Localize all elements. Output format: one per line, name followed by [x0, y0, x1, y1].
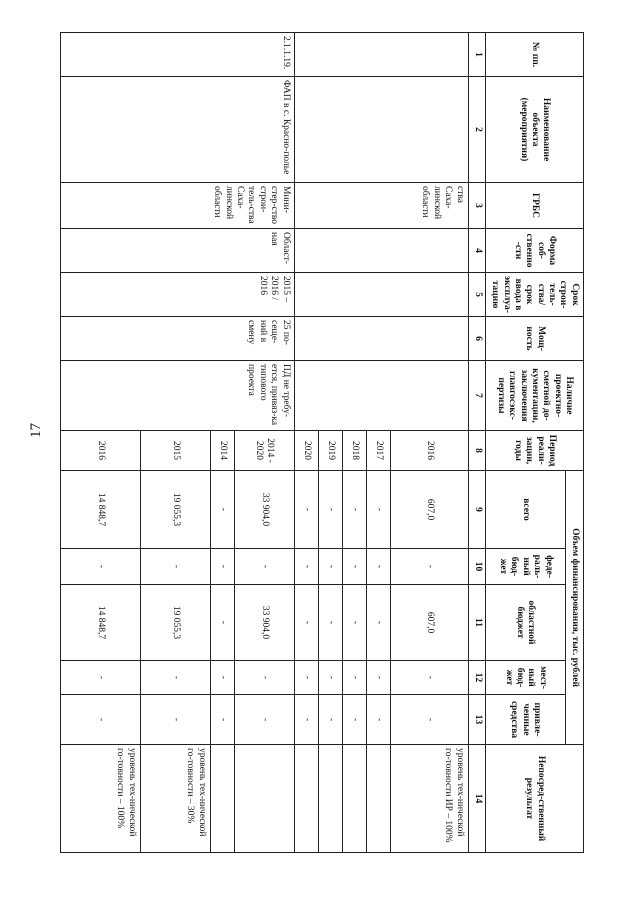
cell-attracted: -: [294, 695, 318, 745]
cell-capacity: 25 по-сеще-ний в смену: [60, 317, 294, 361]
cell-federal: -: [390, 549, 468, 585]
cell-federal: -: [366, 549, 390, 585]
cell-attracted: -: [210, 695, 234, 745]
financing-table: [60, 32, 584, 853]
column-number: 13: [468, 695, 485, 745]
cell-year: 2014: [210, 431, 234, 471]
cell-ownership: [294, 229, 468, 273]
table-row: [234, 33, 294, 853]
cell-result: уровень тех-нической го-товности – 30%: [140, 745, 210, 853]
cell-total: -: [294, 471, 318, 549]
cell-federal: -: [210, 549, 234, 585]
cell-result: уровень тех-нической го-товности – 100%: [60, 745, 140, 853]
cell-local: -: [342, 661, 366, 695]
header-financing-group: Объем финансирования, тыс. рублей: [565, 471, 583, 745]
header-period: Период реали-зации, годы: [485, 431, 583, 471]
column-number: 11: [468, 585, 485, 661]
cell-regional: 19 055,3: [140, 585, 210, 661]
cell-regional: 607,0: [390, 585, 468, 661]
cell-federal: -: [140, 549, 210, 585]
cell-total: 14 848,7: [60, 471, 140, 549]
cell-total: 607,0: [390, 471, 468, 549]
cell-federal: -: [234, 549, 294, 585]
cell-attracted: -: [366, 695, 390, 745]
header-capacity: Мощ-ность: [485, 317, 583, 361]
cell-regional: -: [318, 585, 342, 661]
page-number: 17: [28, 423, 44, 438]
header-name: Наименование объекта (мероприятия): [485, 77, 583, 183]
cell-federal: -: [342, 549, 366, 585]
header-grbs: ГРБС: [485, 183, 583, 229]
cell-federal: -: [318, 549, 342, 585]
header-federal: феде-раль-ный бюд-жет: [485, 549, 565, 585]
column-number: 6: [468, 317, 485, 361]
cell-grbs: ства Саха-линской области: [294, 183, 468, 229]
cell-local: -: [140, 661, 210, 695]
cell-result: уровень тех-нической го-товности ИР – 100%: [390, 745, 468, 853]
cell-regional: -: [366, 585, 390, 661]
cell-term: [294, 273, 468, 317]
cell-attracted: -: [318, 695, 342, 745]
cell-result: [234, 745, 294, 853]
cell-result: [318, 745, 342, 853]
cell-result: [342, 745, 366, 853]
cell-num: [294, 33, 468, 77]
header-term: Срок строи-тель-ства/срок ввода в эксплуа-тацию: [485, 273, 583, 317]
cell-attracted: -: [234, 695, 294, 745]
header-attracted: привле-ченные средства: [485, 695, 565, 745]
cell-local: -: [294, 661, 318, 695]
column-number: 7: [468, 361, 485, 431]
cell-regional: 14 848,7: [60, 585, 140, 661]
cell-year: 2015: [140, 431, 210, 471]
cell-federal: -: [294, 549, 318, 585]
cell-ownership: Област-ная: [60, 229, 294, 273]
column-number: 10: [468, 549, 485, 585]
cell-year: 2016: [60, 431, 140, 471]
cell-year: 2019: [318, 431, 342, 471]
column-number: 12: [468, 661, 485, 695]
cell-year: 2018: [342, 431, 366, 471]
header-regional: областной бюджет: [485, 585, 565, 661]
cell-local: -: [366, 661, 390, 695]
column-number: 4: [468, 229, 485, 273]
cell-attracted: -: [140, 695, 210, 745]
column-number: 9: [468, 471, 485, 549]
cell-num: 2.1.1.19.: [60, 33, 294, 77]
cell-regional: -: [210, 585, 234, 661]
column-number: 2: [468, 77, 485, 183]
header-total: всего: [485, 471, 565, 549]
cell-result: [294, 745, 318, 853]
cell-regional: -: [342, 585, 366, 661]
header-num: № пп.: [485, 33, 583, 77]
cell-psd: ПД не требу-ется, привяз-ка типового проекта: [60, 361, 294, 431]
cell-local: -: [60, 661, 140, 695]
column-number: 5: [468, 273, 485, 317]
cell-year: 2017: [366, 431, 390, 471]
cell-year: 2020: [294, 431, 318, 471]
cell-capacity: [294, 317, 468, 361]
header-ownership: Форма соб-ственно-сти: [485, 229, 583, 273]
cell-attracted: -: [390, 695, 468, 745]
header-psd: Наличие проектно-сметной до-кументации, заключения главгосэкс-пертизы: [485, 361, 583, 431]
cell-year: 2014 - 2020: [234, 431, 294, 471]
cell-total: -: [318, 471, 342, 549]
cell-total: -: [342, 471, 366, 549]
cell-result: [210, 745, 234, 853]
cell-name: [294, 77, 468, 183]
cell-regional: -: [294, 585, 318, 661]
column-number: 1: [468, 33, 485, 77]
cell-total: 33 904,0: [234, 471, 294, 549]
column-number: 3: [468, 183, 485, 229]
column-number: 14: [468, 745, 485, 853]
cell-name: ФАП в с. Красно-полье: [60, 77, 294, 183]
table-row: [390, 33, 468, 853]
cell-local: -: [318, 661, 342, 695]
header-local: мест-ный бюд-жет: [485, 661, 565, 695]
cell-year: 2016: [390, 431, 468, 471]
cell-result: [366, 745, 390, 853]
cell-federal: -: [60, 549, 140, 585]
cell-total: -: [366, 471, 390, 549]
header-result: Непосред-ственный результат: [485, 745, 583, 853]
column-number: 8: [468, 431, 485, 471]
cell-psd: [294, 361, 468, 431]
cell-local: -: [234, 661, 294, 695]
cell-total: -: [210, 471, 234, 549]
cell-local: -: [390, 661, 468, 695]
cell-local: -: [210, 661, 234, 695]
cell-total: 19 055,3: [140, 471, 210, 549]
cell-regional: 33 904,0: [234, 585, 294, 661]
cell-attracted: -: [342, 695, 366, 745]
rotated-table-wrapper: [95, 32, 584, 843]
cell-attracted: -: [60, 695, 140, 745]
cell-term: 2015 – 2016 / 2016: [60, 273, 294, 317]
cell-grbs: Мини-стер-ство строи-тель-ства Саха-линской области: [60, 183, 294, 229]
